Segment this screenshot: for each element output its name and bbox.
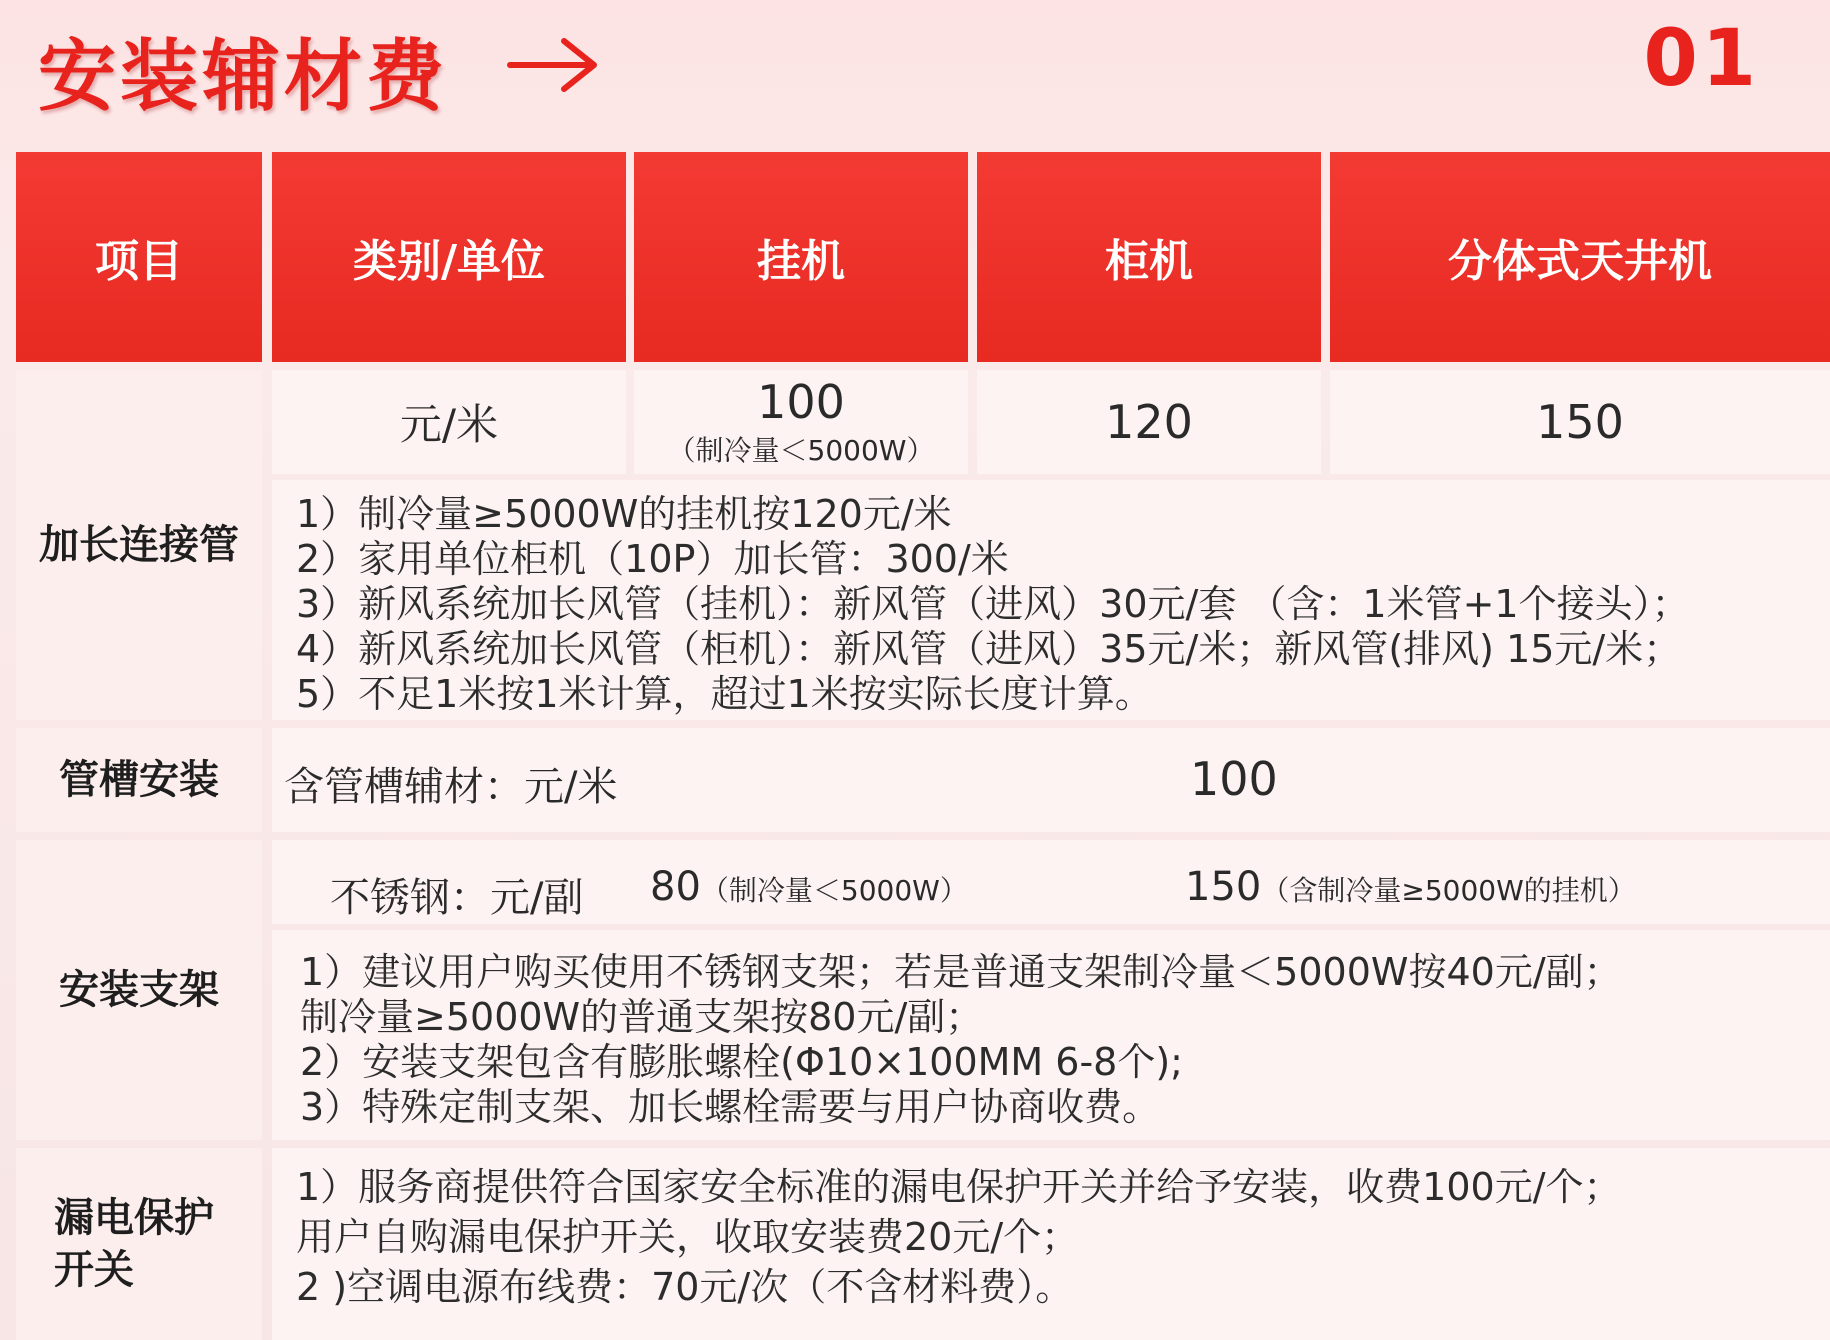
row-label-line-2: 开关	[54, 1247, 134, 1293]
breaker-notes	[296, 1162, 1622, 1312]
page-title: 安装辅材费	[38, 32, 449, 122]
row-label-extended-pipe	[16, 370, 262, 720]
bracket-unit: 不锈钢：元/副	[330, 875, 584, 921]
bracket-notes	[300, 950, 1622, 1130]
pipe-note-3: 3）新风系统加长风管（挂机）：新风管（进风）30元/套 （含：1米管+1个接头）；	[296, 582, 1690, 626]
page-number: 01	[1643, 14, 1760, 104]
row-label-text: 管槽安装	[59, 757, 219, 803]
page-header	[0, 0, 1830, 150]
column-header-ceiling-unit: 分体式天井机	[1330, 152, 1830, 362]
bracket-value-1: 80	[650, 864, 701, 910]
bracket-price-2	[1185, 864, 1636, 910]
column-header-item: 项目	[16, 152, 262, 362]
bracket-note-line-4: 3）特殊定制支架、加长螺栓需要与用户协商收费。	[300, 1085, 1161, 1129]
bracket-note-line-2: 制冷量≥5000W的普通支架按80元/副；	[300, 995, 984, 1039]
breaker-note-line-1: 1）服务商提供符合国家安全标准的漏电保护开关并给予安装，收费100元/个；	[296, 1165, 1622, 1209]
row-label-text: 加长连接管	[39, 522, 239, 568]
pipe-wall-cell	[634, 370, 968, 474]
pipe-unit-cell	[272, 370, 626, 474]
column-header-wall-unit: 挂机	[634, 152, 968, 362]
row-label-trough	[16, 728, 262, 832]
bracket-price-1	[650, 864, 968, 910]
pipe-unit: 元/米	[399, 400, 499, 449]
pipe-ceiling-cell	[1330, 370, 1830, 474]
pipe-wall-note: （制冷量＜5000W）	[667, 434, 935, 467]
pipe-note-1: 1）制冷量≥5000W的挂机按120元/米	[296, 492, 952, 536]
bracket-note-2: （含制冷量≥5000W的挂机）	[1261, 874, 1636, 907]
trough-unit: 含管槽辅材：元/米	[284, 764, 618, 810]
pipe-note-5: 5）不足1米按1米计算，超过1米按实际长度计算。	[296, 672, 1153, 716]
row-label-text: 安装支架	[59, 967, 219, 1013]
breaker-note-line-3: 2 )空调电源布线费：70元/次（不含材料费）。	[296, 1265, 1074, 1309]
bracket-value-2: 150	[1185, 864, 1262, 910]
breaker-note-line-2: 用户自购漏电保护开关，收取安装费20元/个；	[296, 1215, 1080, 1259]
pipe-note-4: 4）新风系统加长风管（柜机）：新风管（进风）35元/米；新风管(排风) 15元/米；	[296, 627, 1682, 671]
column-header-unit: 类别/单位	[272, 152, 626, 362]
row-label-breaker	[16, 1148, 262, 1340]
trough-value: 100	[1190, 752, 1278, 806]
pipe-notes	[296, 492, 1690, 717]
bracket-note-line-1: 1）建议用户购买使用不锈钢支架；若是普通支架制冷量＜5000W按40元/副；	[300, 950, 1622, 994]
pipe-ceiling-value: 150	[1536, 395, 1624, 449]
pipe-cabinet-cell	[977, 370, 1321, 474]
pipe-cabinet-value: 120	[1105, 395, 1193, 449]
row-label-line-1: 漏电保护	[54, 1195, 214, 1241]
pipe-note-2: 2）家用单位柜机（10P）加长管：300/米	[296, 537, 1009, 581]
pipe-wall-value: 100	[757, 375, 845, 429]
row-label-bracket	[16, 840, 262, 1140]
bracket-note-1: （制冷量＜5000W）	[700, 874, 968, 907]
right-arrow-icon	[506, 36, 602, 94]
column-header-cabinet-unit: 柜机	[977, 152, 1321, 362]
bracket-note-line-3: 2）安装支架包含有膨胀螺栓(Φ10×100MM 6-8个);	[300, 1040, 1183, 1084]
